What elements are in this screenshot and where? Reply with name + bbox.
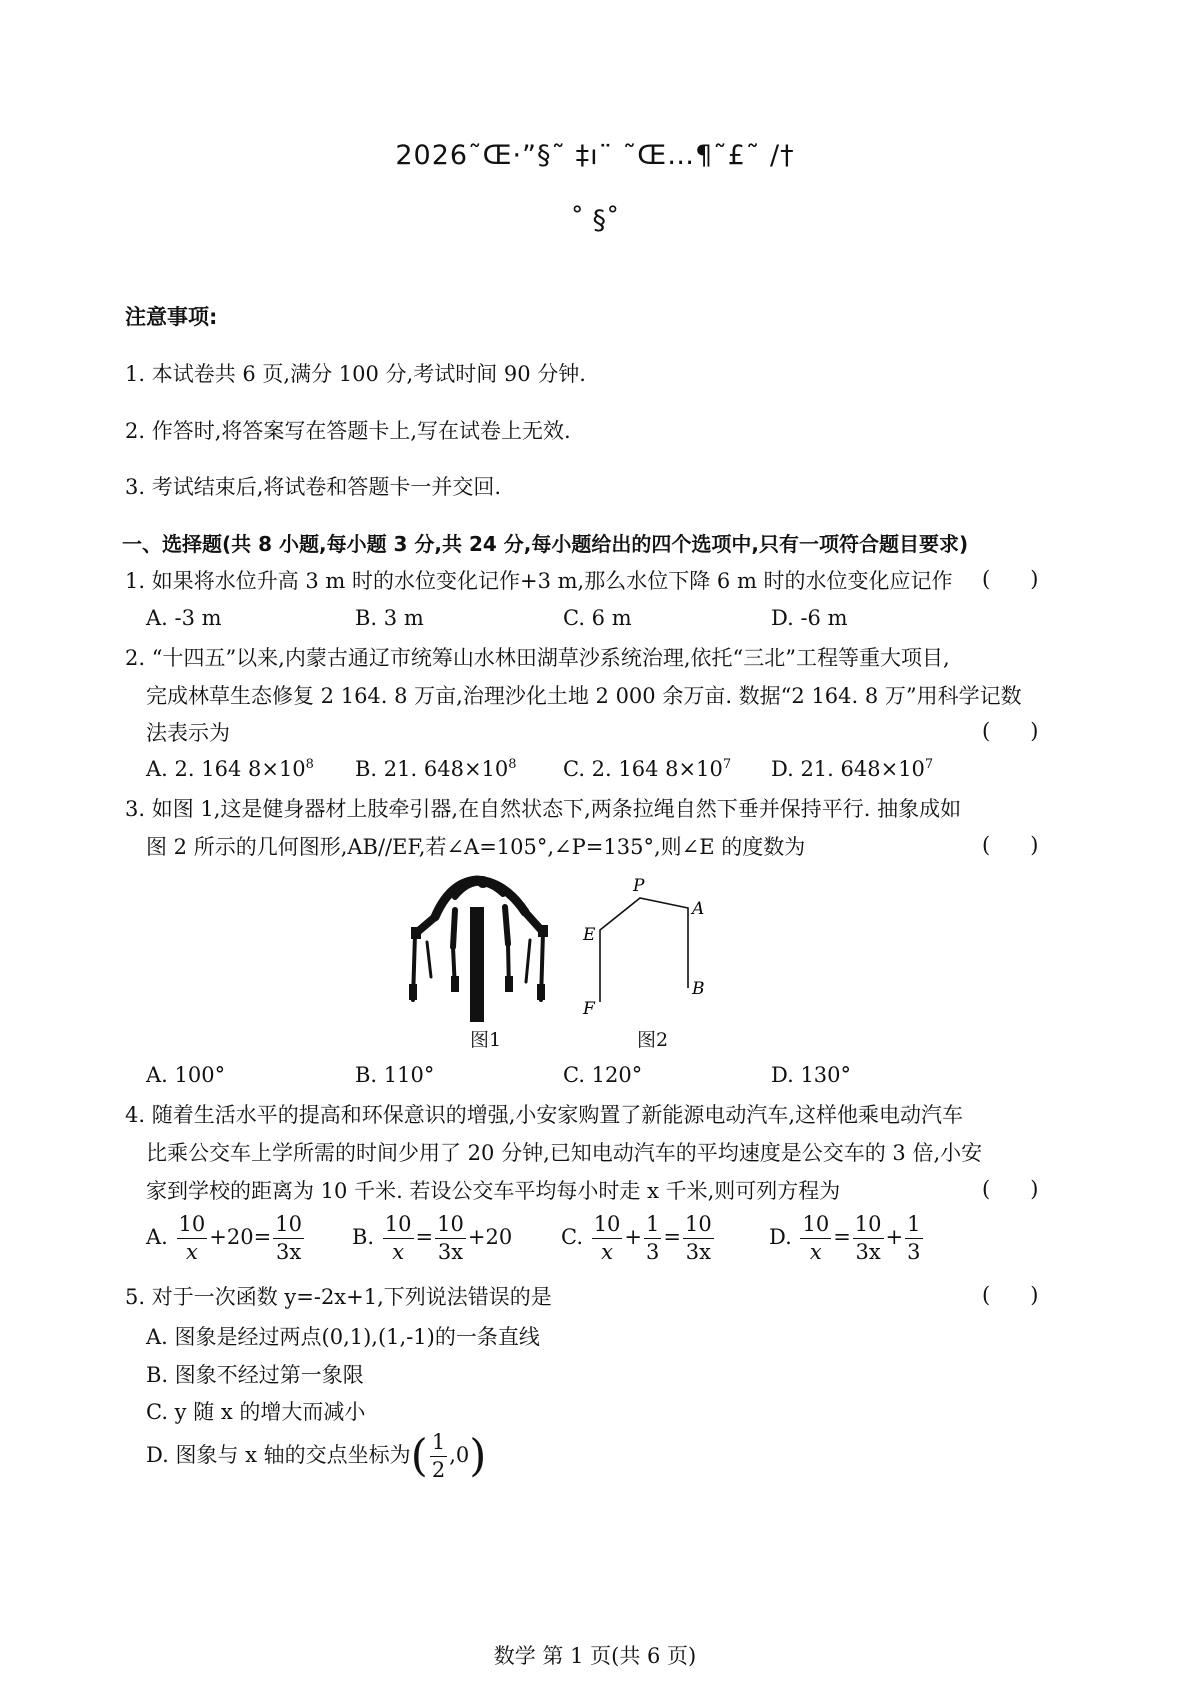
question-3-line: 3. 如图 1,这是健身器材上肢牵引器,在自然状态下,两条拉绳自然下垂并保持平行. 抽象成如	[125, 797, 962, 821]
option-c-exponent: 7	[722, 757, 732, 772]
option-a: A. -3 m	[146, 606, 222, 630]
denominator: 2	[431, 1458, 446, 1482]
option-label: B.	[352, 1225, 375, 1249]
option-b-base: B. 21. 648×10	[355, 757, 509, 781]
answer-paren: ( )	[982, 567, 1039, 591]
operator: +20	[209, 1225, 254, 1249]
question-2-line: 完成林草生态修复 2 164. 8 万亩,治理沙化土地 2 000 余万亩. 数据“2 164. 8 万”用科学记数	[146, 684, 1022, 708]
option-b: B. 110°	[355, 1063, 435, 1087]
point-e-label: E	[583, 925, 596, 945]
option-b	[355, 757, 517, 781]
figure-1-fitness-equipment	[405, 872, 555, 1022]
fraction	[800, 1214, 831, 1263]
denominator: 3x	[855, 1240, 881, 1264]
operator: =	[833, 1225, 851, 1249]
fraction	[683, 1214, 714, 1263]
question-4-line: 比乘公交车上学所需的时间少用了 20 分钟,已知电动汽车的平均速度是公交车的 3 倍,小安	[146, 1141, 983, 1165]
numerator: 10	[853, 1214, 884, 1239]
notice-item: 1. 本试卷共 6 页,满分 100 分,考试时间 90 分钟.	[125, 362, 586, 386]
point-f-label: F	[583, 999, 595, 1019]
option-c	[563, 757, 731, 781]
denominator: x	[601, 1240, 613, 1264]
numerator: 1	[644, 1214, 661, 1239]
fraction	[592, 1214, 623, 1263]
answer-paren: ( )	[982, 833, 1039, 857]
option-c: C. 120°	[563, 1063, 643, 1087]
option-b: B. 图象不经过第一象限	[146, 1363, 364, 1387]
operator: =	[253, 1225, 272, 1249]
left-paren: (	[410, 1430, 428, 1482]
page-footer: 数学 第 1 页(共 6 页)	[493, 1644, 697, 1668]
notice-item: 3. 考试结束后,将试卷和答题卡一并交回.	[125, 475, 502, 499]
exam-title-garbled: 2026˜Œ·”§˜ ‡ı¨ ˜Œ…¶˜£˜ /†	[395, 140, 795, 171]
denominator: 3	[646, 1240, 660, 1264]
numerator: 10	[800, 1214, 831, 1239]
fraction	[435, 1214, 466, 1263]
option-b	[352, 1214, 512, 1263]
point-p-label: P	[633, 876, 645, 896]
question-2-line: 法表示为	[146, 721, 230, 745]
option-label: A.	[146, 1225, 168, 1249]
notice-title: 注意事项:	[125, 305, 218, 329]
operator: +	[624, 1225, 643, 1249]
question-4-line: 家到学校的距离为 10 千米. 若设公交车平均每小时走 x 千米,则可列方程为	[146, 1179, 841, 1203]
denominator: 3x	[437, 1240, 464, 1264]
option-d-exponent: 7	[924, 757, 934, 772]
figure-2-caption: 图2	[637, 1029, 669, 1051]
numerator: 1	[430, 1432, 447, 1457]
denominator: x	[392, 1240, 405, 1264]
operator: +20	[467, 1225, 513, 1249]
denominator: 3x	[275, 1240, 302, 1264]
answer-paren: ( )	[982, 1283, 1039, 1307]
point-a-label: A	[692, 899, 705, 919]
numerator: 10	[177, 1214, 208, 1239]
fraction	[273, 1214, 304, 1263]
figure-1-caption: 图1	[470, 1029, 502, 1051]
answer-paren: ( )	[982, 1177, 1039, 1201]
coordinate-tail: ,0	[449, 1443, 470, 1467]
denominator: 3	[907, 1240, 921, 1264]
fraction	[644, 1214, 661, 1263]
fraction	[383, 1214, 414, 1263]
option-a: A. 图象是经过两点(0,1),(1,-1)的一条直线	[146, 1325, 540, 1349]
option-c	[561, 1214, 716, 1263]
fraction	[853, 1214, 884, 1263]
numerator: 10	[435, 1214, 466, 1239]
fraction	[905, 1214, 922, 1263]
denominator: 3x	[685, 1240, 711, 1264]
option-c: C. 6 m	[563, 606, 632, 630]
question-5-stem: 5. 对于一次函数 y=-2x+1,下列说法错误的是	[125, 1285, 552, 1309]
option-c: C. y 随 x 的增大而减小	[146, 1400, 366, 1424]
notice-item: 2. 作答时,将答案写在答题卡上,写在试卷上无效.	[125, 419, 571, 443]
option-a	[146, 1214, 306, 1263]
option-a-base: A. 2. 164 8×10	[146, 757, 306, 781]
numerator: 10	[592, 1214, 623, 1239]
option-d	[771, 757, 933, 781]
right-paren: )	[469, 1430, 487, 1482]
fraction	[430, 1432, 447, 1481]
fraction	[177, 1214, 208, 1263]
option-label: D.	[769, 1225, 792, 1249]
option-b: B. 3 m	[355, 606, 424, 630]
option-d	[769, 1214, 925, 1263]
option-label: C.	[561, 1225, 583, 1249]
subject-garbled: ˚ §˚	[570, 205, 620, 236]
question-3-line: 图 2 所示的几何图形,AB//EF,若∠A=105°,∠P=135°,则∠E 的度数为	[146, 835, 806, 859]
denominator: x	[185, 1240, 198, 1264]
operator: =	[663, 1225, 682, 1249]
figure-2-geometry	[575, 872, 715, 1022]
option-a-exponent: 8	[305, 757, 314, 772]
option-b-exponent: 8	[508, 757, 517, 772]
numerator: 10	[273, 1214, 304, 1239]
pole	[470, 907, 484, 1022]
option-d: D. -6 m	[771, 606, 848, 630]
operator: =	[415, 1225, 434, 1249]
option-d-base: D. 21. 648×10	[771, 757, 925, 781]
denominator: x	[809, 1240, 822, 1264]
numerator: 10	[383, 1214, 414, 1239]
option-a	[146, 757, 314, 781]
answer-paren: ( )	[982, 719, 1039, 743]
option-a: A. 100°	[146, 1063, 226, 1087]
numerator: 10	[683, 1214, 714, 1239]
figure-2-lines	[600, 898, 688, 1002]
question-4-line: 4. 随着生活水平的提高和环保意识的增强,小安家购置了新能源电动汽车,这样他乘电动汽车	[125, 1103, 964, 1127]
numerator: 1	[905, 1214, 922, 1239]
option-d-text: D. 图象与 x 轴的交点坐标为	[146, 1443, 411, 1467]
question-2-line: 2. “十四五”以来,内蒙古通辽市统筹山水林田湖草沙系统治理,依托“三北”工程等重大项目,	[125, 646, 950, 670]
option-d: D. 130°	[771, 1063, 852, 1087]
option-d	[146, 1432, 486, 1481]
section-title: 一、选择题(共 8 小题,每小题 3 分,共 24 分,每小题给出的四个选项中,只有一项符合题目要求)	[122, 532, 969, 556]
point-b-label: B	[692, 979, 705, 999]
question-1-stem: 1. 如果将水位升高 3 m 时的水位变化记作+3 m,那么水位下降 6 m 时的水位变化应记作	[125, 569, 953, 593]
operator: +	[885, 1225, 904, 1249]
option-c-base: C. 2. 164 8×10	[563, 757, 723, 781]
